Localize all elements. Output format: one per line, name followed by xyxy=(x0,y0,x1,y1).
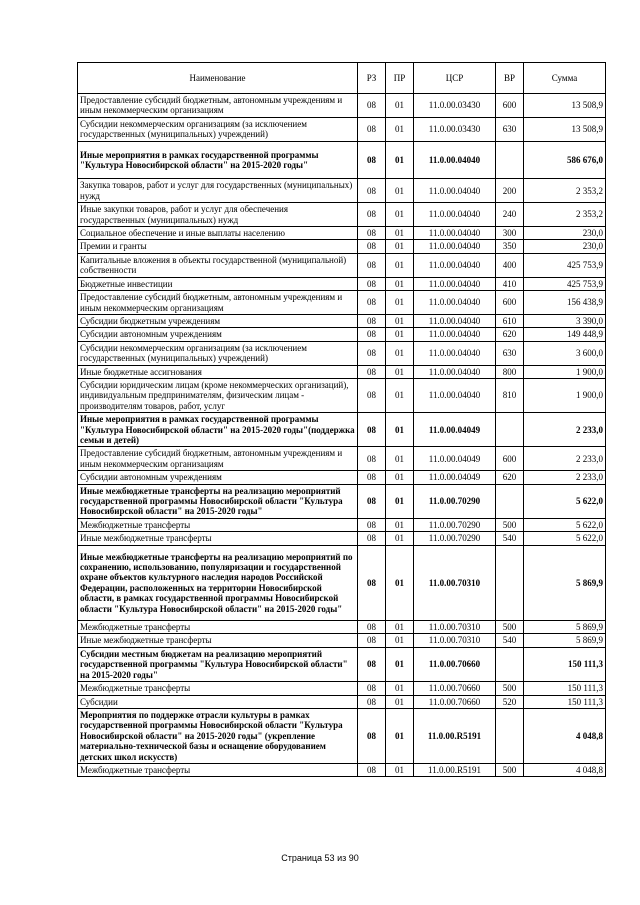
cell-name: Предоставление субсидий бюджетным, автономным учреждениям и иным некоммерческим организациям xyxy=(78,447,358,471)
table-section-row xyxy=(78,708,606,763)
cell-rz: 08 xyxy=(358,277,386,290)
cell-sum: 1 900,0 xyxy=(524,365,606,378)
table-section-row xyxy=(78,647,606,681)
cell-csr: 11.0.00.70310 xyxy=(414,621,496,634)
cell-csr: 11.0.00.70310 xyxy=(414,634,496,647)
cell-sum: 150 111,3 xyxy=(524,647,606,681)
cell-vr: 500 xyxy=(496,518,524,531)
cell-csr: 11.0.00.70310 xyxy=(414,545,496,620)
cell-sum: 2 353,2 xyxy=(524,179,606,203)
cell-vr xyxy=(496,708,524,763)
cell-rz: 08 xyxy=(358,341,386,365)
cell-sum: 230,0 xyxy=(524,240,606,253)
cell-csr: 11.0.00.04040 xyxy=(414,328,496,341)
cell-sum: 4 048,8 xyxy=(524,708,606,763)
cell-vr: 810 xyxy=(496,378,524,412)
cell-rz: 08 xyxy=(358,471,386,484)
cell-csr: 11.0.00.04040 xyxy=(414,253,496,277)
cell-pr: 01 xyxy=(386,413,414,447)
cell-pr: 01 xyxy=(386,203,414,227)
header-vr: ВР xyxy=(496,63,524,94)
table-row xyxy=(78,341,606,365)
cell-sum: 5 622,0 xyxy=(524,518,606,531)
cell-pr: 01 xyxy=(386,545,414,620)
cell-vr: 800 xyxy=(496,365,524,378)
cell-pr: 01 xyxy=(386,277,414,290)
cell-csr: 11.0.00.70660 xyxy=(414,647,496,681)
cell-csr: 11.0.00.04040 xyxy=(414,179,496,203)
cell-vr xyxy=(496,413,524,447)
budget-table xyxy=(77,62,606,777)
cell-sum: 3 390,0 xyxy=(524,314,606,327)
header-sum: Сумма xyxy=(524,63,606,94)
cell-rz: 08 xyxy=(358,763,386,776)
cell-csr: 11.0.00.04049 xyxy=(414,471,496,484)
cell-name: Социальное обеспечение и иные выплаты населению xyxy=(78,227,358,240)
cell-pr: 01 xyxy=(386,141,414,179)
cell-name: Иные закупки товаров, работ и услуг для обеспечения государственных (муниципальных) нужд xyxy=(78,203,358,227)
cell-name: Капитальные вложения в объекты государственной (муниципальной) собственности xyxy=(78,253,358,277)
table-row xyxy=(78,365,606,378)
cell-rz: 08 xyxy=(358,328,386,341)
cell-csr: 11.0.00.04040 xyxy=(414,240,496,253)
cell-name: Премии и гранты xyxy=(78,240,358,253)
cell-sum: 5 622,0 xyxy=(524,532,606,545)
cell-sum: 5 869,9 xyxy=(524,621,606,634)
cell-sum: 13 508,9 xyxy=(524,94,606,118)
cell-name: Иные межбюджетные трансферты xyxy=(78,634,358,647)
cell-name: Межбюджетные трансферты xyxy=(78,763,358,776)
budget-table-body xyxy=(78,63,606,777)
cell-vr: 620 xyxy=(496,328,524,341)
cell-pr: 01 xyxy=(386,291,414,315)
cell-csr: 11.0.00.R5191 xyxy=(414,708,496,763)
cell-pr: 01 xyxy=(386,240,414,253)
cell-rz: 08 xyxy=(358,203,386,227)
cell-csr: 11.0.00.03430 xyxy=(414,94,496,118)
cell-vr: 540 xyxy=(496,532,524,545)
cell-name: Межбюджетные трансферты xyxy=(78,518,358,531)
cell-rz: 08 xyxy=(358,378,386,412)
cell-pr: 01 xyxy=(386,532,414,545)
cell-csr: 11.0.00.70290 xyxy=(414,518,496,531)
cell-name: Мероприятия по поддержке отрасли культуры в рамках государственной программы Новосибирской области "Культура Новосибирской области" на 2015-2020 годы" (укрепление материально-технической базы и оснащение оборудованием детских школ искусств) xyxy=(78,708,358,763)
cell-pr: 01 xyxy=(386,227,414,240)
table-row xyxy=(78,695,606,708)
cell-name: Предоставление субсидий бюджетным, автономным учреждениям и иным некоммерческим организациям xyxy=(78,291,358,315)
cell-rz: 08 xyxy=(358,365,386,378)
cell-pr: 01 xyxy=(386,378,414,412)
cell-rz: 08 xyxy=(358,413,386,447)
cell-pr: 01 xyxy=(386,341,414,365)
cell-vr: 620 xyxy=(496,471,524,484)
table-row xyxy=(78,328,606,341)
cell-name: Иные межбюджетные трансферты на реализацию мероприятий по сохранению, использованию, популяризации и государственной охране объектов культурного наследия народов Российской Федерации, расположенных на территории Новосибирской области, в рамках государственной программы Новосибирской области "Культура Новосибирской области" на 2015-2020 годы" xyxy=(78,545,358,620)
cell-name: Субсидии автономным учреждениям xyxy=(78,471,358,484)
cell-sum: 156 438,9 xyxy=(524,291,606,315)
cell-sum: 425 753,9 xyxy=(524,277,606,290)
cell-pr: 01 xyxy=(386,484,414,518)
header-rz: РЗ xyxy=(358,63,386,94)
cell-sum: 425 753,9 xyxy=(524,253,606,277)
table-row xyxy=(78,179,606,203)
header-name: Наименование xyxy=(78,63,358,94)
cell-csr: 11.0.00.04040 xyxy=(414,365,496,378)
cell-sum: 5 869,9 xyxy=(524,545,606,620)
cell-pr: 01 xyxy=(386,695,414,708)
table-row xyxy=(78,532,606,545)
cell-pr: 01 xyxy=(386,314,414,327)
table-row xyxy=(78,314,606,327)
cell-sum: 13 508,9 xyxy=(524,117,606,141)
table-row xyxy=(78,447,606,471)
cell-rz: 08 xyxy=(358,117,386,141)
table-row xyxy=(78,94,606,118)
cell-csr: 11.0.00.04040 xyxy=(414,277,496,290)
cell-vr xyxy=(496,647,524,681)
cell-pr: 01 xyxy=(386,634,414,647)
cell-pr: 01 xyxy=(386,365,414,378)
cell-csr: 11.0.00.04040 xyxy=(414,341,496,365)
header-pr: ПР xyxy=(386,63,414,94)
cell-sum: 150 111,3 xyxy=(524,682,606,695)
cell-vr: 600 xyxy=(496,94,524,118)
cell-pr: 01 xyxy=(386,328,414,341)
cell-vr: 200 xyxy=(496,179,524,203)
cell-sum: 5 622,0 xyxy=(524,484,606,518)
cell-name: Иные межбюджетные трансферты xyxy=(78,532,358,545)
cell-pr: 01 xyxy=(386,471,414,484)
cell-vr: 630 xyxy=(496,117,524,141)
cell-vr: 500 xyxy=(496,682,524,695)
cell-csr: 11.0.00.70290 xyxy=(414,532,496,545)
table-row xyxy=(78,117,606,141)
cell-pr: 01 xyxy=(386,179,414,203)
cell-name: Предоставление субсидий бюджетным, автономным учреждениям и иным некоммерческим организациям xyxy=(78,94,358,118)
cell-csr: 11.0.00.03430 xyxy=(414,117,496,141)
cell-rz: 08 xyxy=(358,621,386,634)
table-row xyxy=(78,634,606,647)
cell-rz: 08 xyxy=(358,141,386,179)
cell-pr: 01 xyxy=(386,447,414,471)
table-row xyxy=(78,277,606,290)
cell-vr: 350 xyxy=(496,240,524,253)
cell-rz: 08 xyxy=(358,634,386,647)
cell-sum: 2 353,2 xyxy=(524,203,606,227)
cell-rz: 08 xyxy=(358,532,386,545)
table-row xyxy=(78,471,606,484)
cell-rz: 08 xyxy=(358,179,386,203)
table-row xyxy=(78,378,606,412)
page-number-footer: Страница 53 из 90 xyxy=(281,853,359,863)
cell-name: Субсидии xyxy=(78,695,358,708)
cell-rz: 08 xyxy=(358,240,386,253)
table-section-row xyxy=(78,141,606,179)
cell-vr: 540 xyxy=(496,634,524,647)
cell-csr: 11.0.00.04040 xyxy=(414,291,496,315)
cell-csr: 11.0.00.70660 xyxy=(414,682,496,695)
cell-name: Субсидии некоммерческим организациям (за исключением государственных (муниципальных) учреждений) xyxy=(78,341,358,365)
cell-sum: 1 900,0 xyxy=(524,378,606,412)
header-csr: ЦСР xyxy=(414,63,496,94)
cell-rz: 08 xyxy=(358,447,386,471)
table-section-row xyxy=(78,545,606,620)
cell-sum: 149 448,9 xyxy=(524,328,606,341)
cell-sum: 230,0 xyxy=(524,227,606,240)
cell-rz: 08 xyxy=(358,647,386,681)
cell-vr: 520 xyxy=(496,695,524,708)
cell-sum: 2 233,0 xyxy=(524,413,606,447)
cell-csr: 11.0.00.04049 xyxy=(414,413,496,447)
cell-pr: 01 xyxy=(386,117,414,141)
cell-vr: 240 xyxy=(496,203,524,227)
table-row xyxy=(78,682,606,695)
cell-rz: 08 xyxy=(358,94,386,118)
cell-pr: 01 xyxy=(386,621,414,634)
cell-csr: 11.0.00.70660 xyxy=(414,695,496,708)
cell-sum: 2 233,0 xyxy=(524,471,606,484)
table-row xyxy=(78,227,606,240)
table-header-row xyxy=(78,63,606,94)
cell-name: Субсидии бюджетным учреждениям xyxy=(78,314,358,327)
cell-name: Субсидии автономным учреждениям xyxy=(78,328,358,341)
cell-csr: 11.0.00.04040 xyxy=(414,314,496,327)
cell-name: Иные межбюджетные трансферты на реализацию мероприятий государственной программы Новосибирской области "Культура Новосибирской области" на 2015-2020 годы" xyxy=(78,484,358,518)
cell-sum: 586 676,0 xyxy=(524,141,606,179)
cell-vr xyxy=(496,484,524,518)
cell-rz: 08 xyxy=(358,484,386,518)
cell-csr: 11.0.00.04040 xyxy=(414,141,496,179)
cell-pr: 01 xyxy=(386,708,414,763)
cell-name: Закупка товаров, работ и услуг для государственных (муниципальных) нужд xyxy=(78,179,358,203)
cell-name: Межбюджетные трансферты xyxy=(78,682,358,695)
cell-name: Иные бюджетные ассигнования xyxy=(78,365,358,378)
cell-pr: 01 xyxy=(386,518,414,531)
cell-csr: 11.0.00.70290 xyxy=(414,484,496,518)
cell-name: Межбюджетные трансферты xyxy=(78,621,358,634)
cell-vr xyxy=(496,141,524,179)
cell-pr: 01 xyxy=(386,647,414,681)
cell-rz: 08 xyxy=(358,291,386,315)
cell-name: Субсидии местным бюджетам на реализацию мероприятий государственной программы "Культура Новосибирской области" на 2015-2020 годы" xyxy=(78,647,358,681)
table-row xyxy=(78,240,606,253)
cell-csr: 11.0.00.R5191 xyxy=(414,763,496,776)
cell-rz: 08 xyxy=(358,695,386,708)
table-row xyxy=(78,621,606,634)
cell-rz: 08 xyxy=(358,708,386,763)
cell-sum: 3 600,0 xyxy=(524,341,606,365)
cell-sum: 2 233,0 xyxy=(524,447,606,471)
cell-name: Субсидии некоммерческим организациям (за исключением государственных (муниципальных) учреждений) xyxy=(78,117,358,141)
cell-vr: 630 xyxy=(496,341,524,365)
table-section-row xyxy=(78,413,606,447)
cell-name: Иные мероприятия в рамках государственной программы "Культура Новосибирской области" на 2015-2020 годы" xyxy=(78,141,358,179)
cell-sum: 5 869,9 xyxy=(524,634,606,647)
cell-rz: 08 xyxy=(358,682,386,695)
cell-pr: 01 xyxy=(386,94,414,118)
cell-pr: 01 xyxy=(386,763,414,776)
cell-rz: 08 xyxy=(358,253,386,277)
cell-vr: 400 xyxy=(496,253,524,277)
cell-vr: 610 xyxy=(496,314,524,327)
cell-name: Иные мероприятия в рамках государственной программы "Культура Новосибирской области" на 2015-2020 годы"(поддержка семьи и детей) xyxy=(78,413,358,447)
cell-csr: 11.0.00.04040 xyxy=(414,378,496,412)
cell-csr: 11.0.00.04040 xyxy=(414,203,496,227)
cell-vr: 410 xyxy=(496,277,524,290)
table-section-row xyxy=(78,484,606,518)
cell-rz: 08 xyxy=(358,314,386,327)
cell-vr: 600 xyxy=(496,447,524,471)
cell-vr: 500 xyxy=(496,763,524,776)
cell-csr: 11.0.00.04049 xyxy=(414,447,496,471)
table-row xyxy=(78,291,606,315)
cell-name: Бюджетные инвестиции xyxy=(78,277,358,290)
table-row xyxy=(78,203,606,227)
cell-rz: 08 xyxy=(358,545,386,620)
table-row xyxy=(78,253,606,277)
cell-vr: 500 xyxy=(496,621,524,634)
table-row xyxy=(78,763,606,776)
cell-sum: 150 111,3 xyxy=(524,695,606,708)
cell-pr: 01 xyxy=(386,253,414,277)
cell-vr: 600 xyxy=(496,291,524,315)
cell-sum: 4 048,8 xyxy=(524,763,606,776)
cell-name: Субсидии юридическим лицам (кроме некоммерческих организаций), индивидуальным предпринимателям, физическим лицам - производителям товаров, работ, услуг xyxy=(78,378,358,412)
cell-vr xyxy=(496,545,524,620)
cell-vr: 300 xyxy=(496,227,524,240)
cell-rz: 08 xyxy=(358,227,386,240)
cell-rz: 08 xyxy=(358,518,386,531)
table-row xyxy=(78,518,606,531)
cell-pr: 01 xyxy=(386,682,414,695)
cell-csr: 11.0.00.04040 xyxy=(414,227,496,240)
